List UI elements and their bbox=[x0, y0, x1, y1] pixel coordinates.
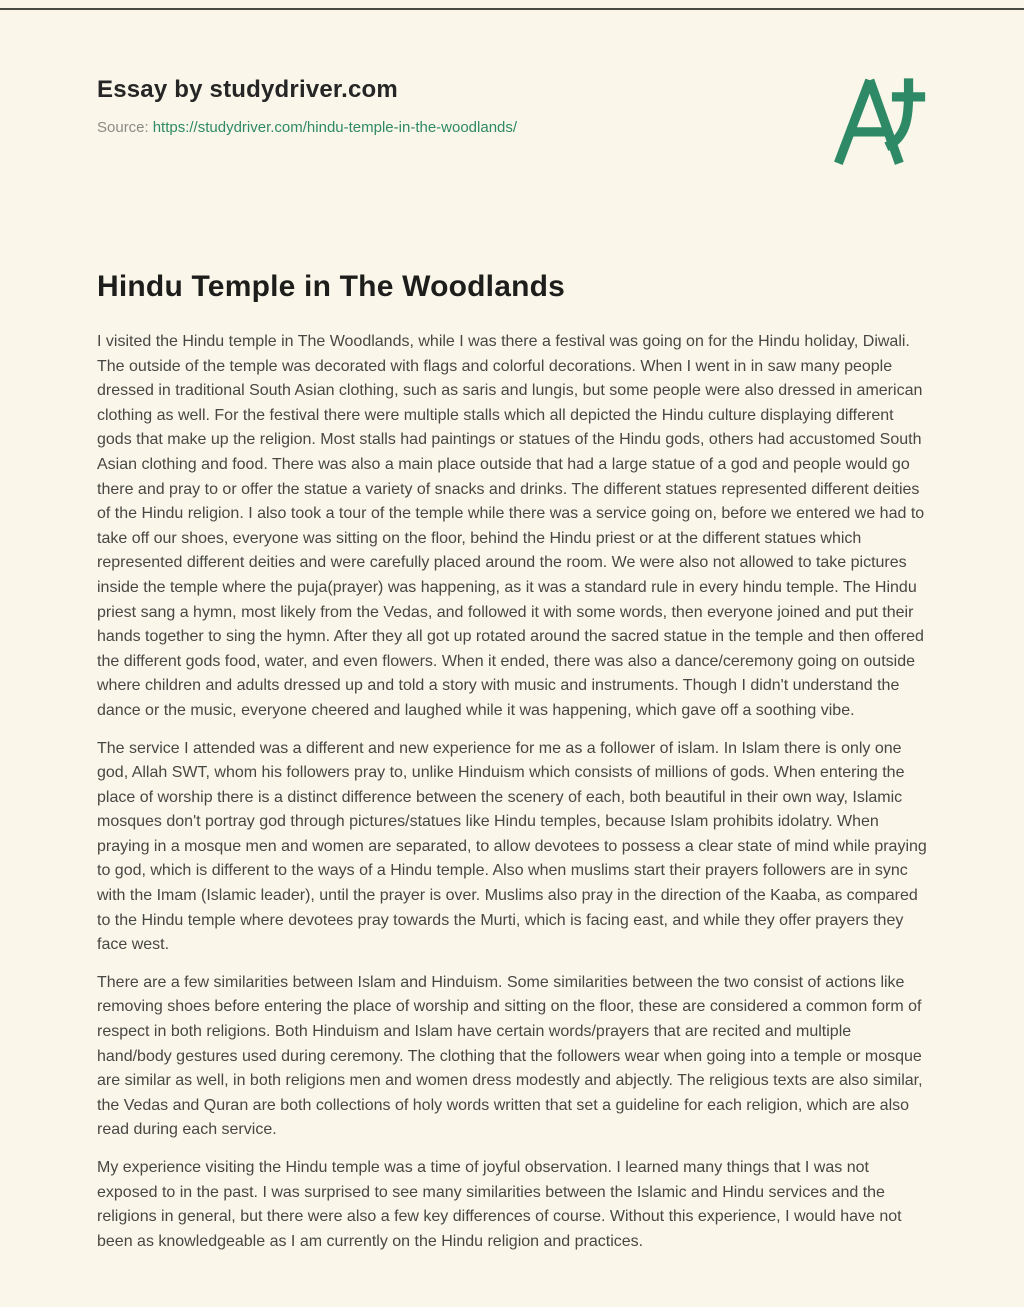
essay-paragraph-3: There are a few similarities between Islam and Hinduism. Some similarities between the two consist of actions like removing shoes before entering the place of worship and sitting on the floor, these are considered a common form of respect in both religions. Both Hinduism and Islam have certain words/prayers that are recited and multiple hand/body gestures used during ceremony. The clothing that the followers wear when going into a temple or mosque are similar as well, in both religions men and women dress modestly and abjectly. The religious texts are also similar, the Vedas and Quran are both collections of holy words written that set a guideline for each religion, which are also read during each service. bbox=[97, 973, 923, 1139]
document-header bbox=[97, 76, 927, 166]
essay-paragraph-2: The service I attended was a different and new experience for me as a follower of islam. In Islam there is only one god, Allah SWT, whom his followers pray to, unlike Hinduism which consists of millions of gods. When entering the place of worship there is a distinct difference between the scenery of each, both beautiful in their own way, Islamic mosques don't portray god through pictures/statues like Hindu temples, because Islam prohibits idolatry. When praying in a mosque men and women are separated, to allow devotees to possess a clear state of mind while praying to god, which is different to the ways of a Hindu temple. Also when muslims start their prayers followers are in sync with the Imam (Islamic leader), until the prayer is over. Muslims also pray in the direction of the Kaaba, as compared to the Hindu temple where devotees pray towards the Murti, which is facing east, and while they offer prayers they face west. bbox=[97, 739, 927, 954]
top-divider bbox=[0, 8, 1024, 10]
source-line bbox=[97, 119, 517, 136]
essay-body bbox=[97, 330, 927, 1254]
essay-title: Hindu Temple in The Woodlands bbox=[97, 270, 566, 303]
essay-paragraph-4: My experience visiting the Hindu temple was a time of joyful observation. I learned many things that I was not exposed to in the past. I was surprised to see many similarities between the Islamic and Hindu services and the religions in general, but there were also a few key differences of course. Without this experience, I would have not been as knowledgeable as I am currently on the Hindu religion and practices. bbox=[97, 1159, 902, 1250]
studydriver-logo-icon bbox=[831, 72, 927, 166]
source-label: Source: bbox=[97, 119, 149, 136]
header-text-block bbox=[97, 76, 517, 136]
source-url-link[interactable]: https://studydriver.com/hindu-temple-in-the-woodlands/ bbox=[152, 119, 518, 136]
essay-content bbox=[97, 270, 927, 1254]
header-title: Essay by studydriver.com bbox=[97, 76, 398, 103]
essay-paragraph-1: I visited the Hindu temple in The Woodlands, while I was there a festival was going on for the Hindu holiday, Diwali. The outside of the temple was decorated with flags and colorful decorations. When I went in in saw many people dressed in traditional South Asian clothing, such as saris and lungis, but some people were also dressed in american clothing as well. For the festival there were multiple stalls which all depicted the Hindu culture displaying different gods that make up the religion. Most stalls had paintings or statues of the Hindu gods, others had accustomed South Asian clothing and food. There was also a main place outside that had a large statue of a god and people would go there and pray to or offer the statue a variety of snacks and drinks. The different statues represented different deities of the Hindu religion. I also took a tour of the temple while there was a service going on, before we entered we had to take off our shoes, everyone was sitting on the floor, behind the Hindu priest or at the different statues which represented different deities and were carefully placed around the room. We were also not allowed to take pictures inside the temple where the puja(prayer) was happening, as it was a standard rule in every hindu temple. The Hindu priest sang a hymn, most likely from the Vedas, and followed it with some words, then everyone joined and put their hands together to sing the hymn. After they all got up rotated around the sacred statue in the temple and then offered the different gods food, water, and even flowers. When it ended, there was also a dance/ceremony going on outside where children and adults dressed up and told a story with music and instruments. Though I didn't understand the dance or the music, everyone cheered and laughed while it was happening, which gave off a soothing vibe. bbox=[97, 333, 925, 719]
